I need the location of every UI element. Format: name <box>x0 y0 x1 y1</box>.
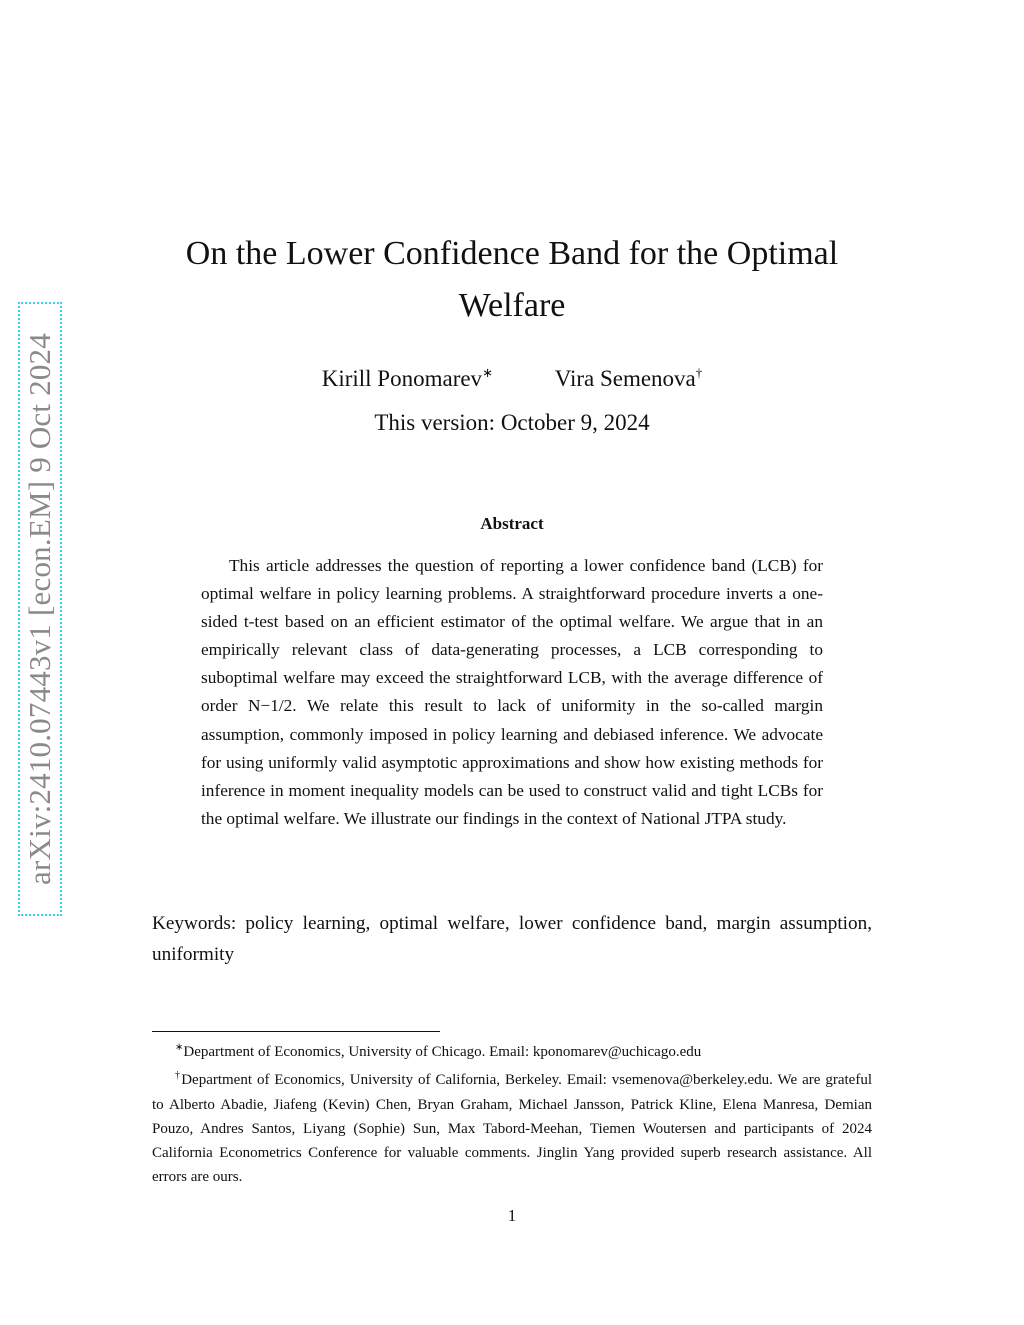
abstract-heading: Abstract <box>480 514 544 533</box>
footnote-mark: ∗ <box>175 1042 184 1053</box>
page-number: 1 <box>507 1206 517 1225</box>
arxiv-stamp-text: arXiv:2410.07443v1 [econ.EM] 9 Oct 2024 <box>22 333 57 885</box>
author-name: Kirill Ponomarev <box>321 366 483 391</box>
keywords: Keywords: policy learning, optimal welfare, lower confidence band, margin assumption, uniformity <box>152 913 872 965</box>
footnote-1 <box>152 1036 872 1064</box>
version-date: This version: October 9, 2024 <box>374 410 650 435</box>
author-second <box>555 358 703 394</box>
abstract-body: This article addresses the question of reporting a lower confidence band (LCB) for optimal welfare in policy learning problems. A straightforward procedure inverts a one-sided t-test based on an efficient estimator of the optimal welfare. We argue that in an empirically relevant class of data-generating processes, a LCB corresponding to suboptimal welfare may exceed the straightforward LCB, with the average difference of order N−1/2. We relate this result to lack of uniformity in the so-called margin assumption, commonly imposed in policy learning and debiased inference. We advocate for using uniformly valid asymptotic approximations and show how existing methods for inference in moment inequality models can be used to construct valid and tight LCBs for the optimal welfare. We illustrate our findings in the context of National JTPA study. <box>201 556 823 828</box>
footnote-mark: † <box>175 1070 182 1082</box>
author-first <box>322 358 493 394</box>
author-list <box>150 358 874 394</box>
paper-title: On the Lower Confidence Band for the Optimal Welfare <box>185 235 839 324</box>
footnote-mark[interactable]: ∗ <box>482 365 493 380</box>
footnote-text: Department of Economics, University of Chicago. Email: kponomarev@uchicago.edu <box>183 1044 702 1060</box>
footnote-divider <box>152 1031 440 1032</box>
footnote-text: Department of Economics, University of California, Berkeley. Email: vsemenova@berkeley.edu. We are grateful to Alberto Abadie, Jiafeng (Kevin) Chen, Bryan Graham, Michael Jansson, Patrick Kline, Elena Manresa, Demian Pouzo, Andres Santos, Liyang (Sophie) Sun, Max Tabord-Meehan, Tiemen Woutersen and participants of 2024 California Econometrics Conference for valuable comments. Jinglin Yang provided superb research assistance. All errors are ours. <box>152 1072 872 1186</box>
author-name: Vira Semenova <box>554 366 696 391</box>
arxiv-stamp[interactable] <box>18 302 62 916</box>
footnotes <box>152 1036 872 1190</box>
footnote-2 <box>152 1064 872 1189</box>
footnote-mark[interactable]: † <box>695 365 703 380</box>
